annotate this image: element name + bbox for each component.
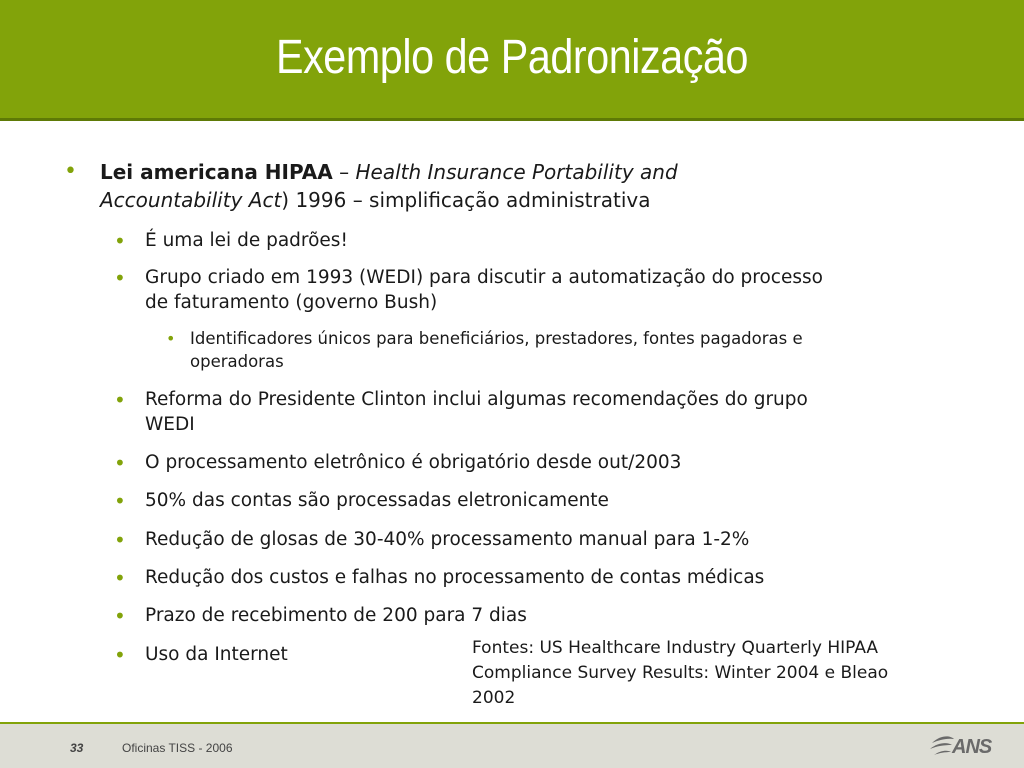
sub-item-8: Prazo de recebimento de 200 para 7 dias [145, 605, 527, 626]
bullet-icon: • [114, 528, 126, 552]
sub-item-2-line-1: Grupo criado em 1993 (WEDI) para discutir a automatização do processo [145, 267, 823, 288]
sources-line-1: Fontes: US Healthcare Industry Quarterly HIPAA [472, 638, 879, 658]
sub-item-6: Redução de glosas de 30-40% processamento manual para 1-2% [145, 529, 750, 550]
bullet-icon: • [114, 566, 126, 590]
bullet-icon: • [114, 643, 126, 667]
sources-note [472, 636, 992, 711]
main-item-line-2 [100, 186, 650, 214]
main-item-dash: – [332, 160, 356, 184]
sources-line-2: Compliance Survey Results: Winter 2004 e Bleao [472, 663, 889, 683]
main-item-rest: ) 1996 – simplificação administrativa [281, 188, 651, 212]
sub-item-5: 50% das contas são processadas eletronicamente [145, 490, 609, 511]
page-number: 33 [70, 741, 84, 755]
sub-item-1: É uma lei de padrões! [145, 230, 348, 251]
sub-item-4: O processamento eletrônico é obrigatório desde out/2003 [145, 452, 682, 473]
main-item-italic-2: Accountability Act [100, 188, 282, 212]
slide-title: Exemplo de Padronização [275, 31, 749, 84]
sub-sub-item-line-2: operadoras [190, 352, 284, 371]
sub-item-3-line-2: WEDI [145, 414, 195, 435]
sub-item-9: Uso da Internet [145, 644, 288, 665]
sources-line-3: 2002 [472, 688, 516, 708]
ans-logo-text: ANS [952, 736, 992, 758]
bullet-icon: • [114, 266, 126, 290]
main-item-line-1 [100, 158, 678, 186]
sub-item-7: Redução dos custos e falhas no processamento de contas médicas [145, 567, 765, 588]
bullet-icon: • [64, 159, 77, 184]
main-item-italic-1: Health Insurance Portability and [355, 160, 678, 184]
main-item-bold: Lei americana HIPAA [100, 160, 333, 184]
bullet-icon: • [114, 489, 126, 513]
bullet-icon: • [114, 451, 126, 475]
bullet-icon: • [114, 388, 126, 412]
sub-sub-item-line-1: Identificadores únicos para beneficiários, prestadores, fontes pagadoras e [190, 329, 803, 348]
bullet-icon: • [114, 229, 126, 253]
footer-text: Oficinas TISS - 2006 [122, 741, 233, 755]
sub-item-3-line-1: Reforma do Presidente Clinton inclui algumas recomendações do grupo [145, 389, 808, 410]
bullet-icon: • [166, 329, 176, 348]
bullet-icon: • [114, 604, 126, 628]
sub-item-2-line-2: de faturamento (governo Bush) [145, 292, 438, 313]
